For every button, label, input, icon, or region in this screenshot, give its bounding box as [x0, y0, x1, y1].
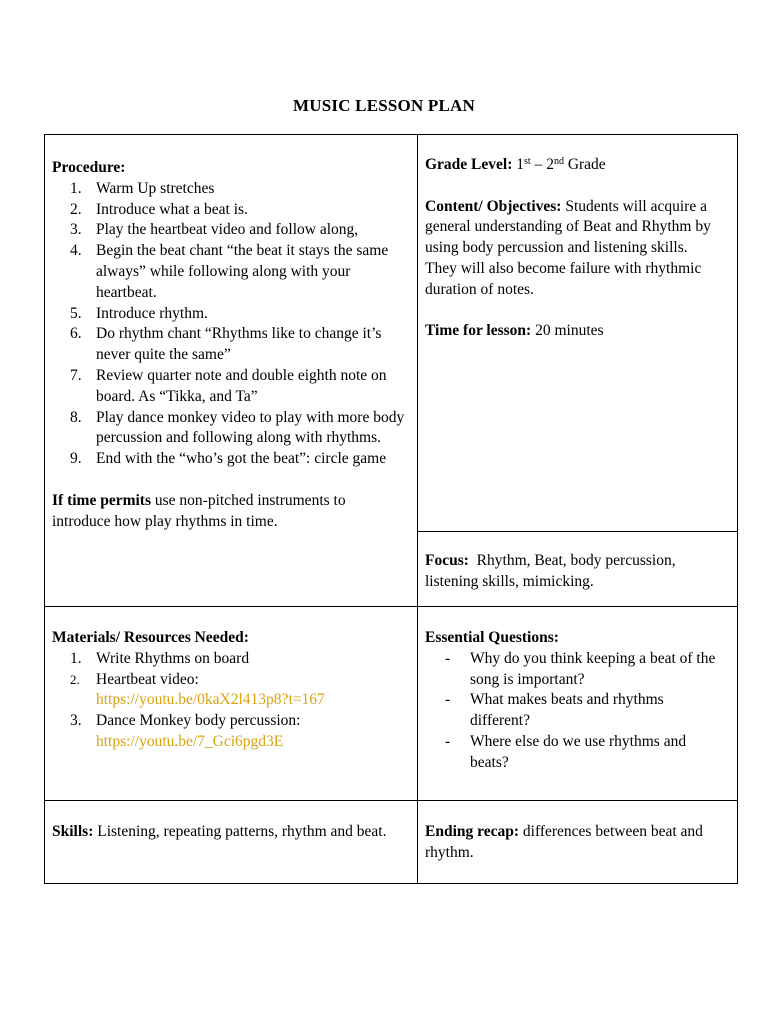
procedure-step [52, 241, 407, 303]
item-text: Dance Monkey body percussion: [96, 712, 301, 730]
materials-item [52, 711, 407, 753]
step-text: Play the heartbeat video and follow along, [96, 221, 359, 239]
skills [52, 822, 407, 843]
materials-item [52, 649, 407, 670]
step-number: 2. [70, 200, 82, 218]
step-number: 6. [70, 325, 82, 343]
grade-level-label: Grade Level: [425, 156, 513, 173]
procedure-steps [52, 179, 407, 470]
page-title: MUSIC LESSON PLAN [293, 96, 475, 115]
materials-cell [44, 606, 418, 801]
skills-text: Listening, repeating patterns, rhythm and beat. [93, 823, 387, 840]
grade-a-sup: st [524, 156, 531, 167]
item-number: 1. [70, 649, 82, 667]
step-text: Play dance monkey video to play with more body percussion and following along with rhythms. [96, 408, 405, 447]
lesson-time-value: 20 minutes [531, 322, 604, 340]
procedure-step [52, 200, 407, 221]
objectives-label: Content/ Objectives: [425, 197, 562, 215]
item-number: 2. [70, 671, 80, 687]
step-text: Review quarter note and double eighth note on board. As “Tikka, and Ta” [96, 366, 387, 405]
step-text: Do rhythm chant “Rhythms like to change it’s never quite the same” [96, 325, 382, 364]
lesson-plan-table [44, 134, 738, 884]
dash-bullet: - [445, 691, 451, 709]
procedure-step [52, 366, 407, 408]
grade-end: Grade [563, 156, 606, 173]
dance-monkey-link[interactable]: https://youtu.be/7_Gci6pgd3E [96, 732, 284, 750]
focus-cell [417, 531, 738, 607]
focus-label: Focus: [425, 552, 469, 569]
step-number: 4. [70, 242, 82, 260]
dash-bullet: - [445, 732, 451, 750]
procedure-step [52, 304, 407, 325]
procedure-heading: Procedure: [52, 159, 126, 176]
essential-questions-list [425, 649, 727, 774]
recap-text: differences between beat and rhythm. [425, 823, 703, 861]
question-text: Where else do we use rhythms and beats? [470, 732, 687, 771]
step-text: Warm Up stretches [96, 179, 215, 197]
heartbeat-video-link[interactable]: https://youtu.be/0kaX2l413p8?t=167 [96, 691, 325, 709]
procedure-step [52, 179, 407, 200]
step-number: 3. [70, 221, 82, 239]
step-text: End with the “who’s got the beat”: circle game [96, 450, 387, 468]
time-permits-text: use non-pitched instruments to introduce how play rhythms in time. [52, 491, 346, 530]
step-number: 8. [70, 408, 82, 426]
objectives-text-2: They will also become failure with rhythmic duration of notes. [425, 259, 702, 298]
procedure-step [52, 408, 407, 450]
materials-list [52, 649, 407, 753]
step-number: 7. [70, 366, 82, 384]
step-text: Introduce rhythm. [96, 304, 208, 322]
question-text: What makes beats and rhythms different? [470, 691, 664, 730]
recap-cell [417, 800, 738, 884]
item-number: 3. [70, 712, 82, 730]
grade-level [425, 155, 727, 176]
recap-label: Ending recap: [425, 823, 520, 840]
objectives [425, 197, 727, 259]
essential-questions-cell [417, 606, 738, 801]
question-item [425, 690, 727, 732]
lesson-time [425, 321, 727, 342]
procedure-step [52, 324, 407, 366]
step-number: 5. [70, 304, 82, 322]
materials-item [52, 670, 407, 712]
grade-a: 1 [512, 156, 525, 173]
grade-b-sup: nd [553, 156, 564, 167]
step-number: 1. [70, 179, 82, 197]
question-item [425, 649, 727, 691]
item-text: Write Rhythms on board [96, 649, 250, 667]
grade-mid: – 2 [530, 156, 554, 173]
step-text: Introduce what a beat is. [96, 200, 248, 218]
time-permits-label: If time permits [52, 491, 151, 509]
dash-bullet: - [445, 649, 451, 667]
grade-objectives-cell [417, 134, 738, 532]
materials-heading: Materials/ Resources Needed: [52, 629, 249, 646]
objectives-text: Students will acquire a general understanding of Beat and Rhythm by using body percussion and listening skills. [425, 197, 711, 257]
time-permits-note [52, 491, 407, 533]
question-item [425, 732, 727, 774]
ending-recap [425, 822, 727, 864]
procedure-cell [44, 134, 418, 607]
essential-questions-heading: Essential Questions: [425, 629, 559, 646]
step-number: 9. [70, 450, 82, 468]
step-text: Begin the beat chant “the beat it stays the same always” while following along with your heartbeat. [96, 242, 389, 301]
procedure-step [52, 220, 407, 241]
skills-cell [44, 800, 418, 884]
lesson-time-label: Time for lesson: [425, 322, 532, 340]
procedure-step [52, 449, 407, 470]
focus [425, 551, 727, 593]
focus-text: Rhythm, Beat, body percussion, listening skills, mimicking. [425, 552, 680, 590]
question-text: Why do you think keeping a beat of the song is important? [470, 649, 716, 688]
item-text: Heartbeat video: [96, 670, 199, 688]
skills-label: Skills: [52, 823, 94, 840]
